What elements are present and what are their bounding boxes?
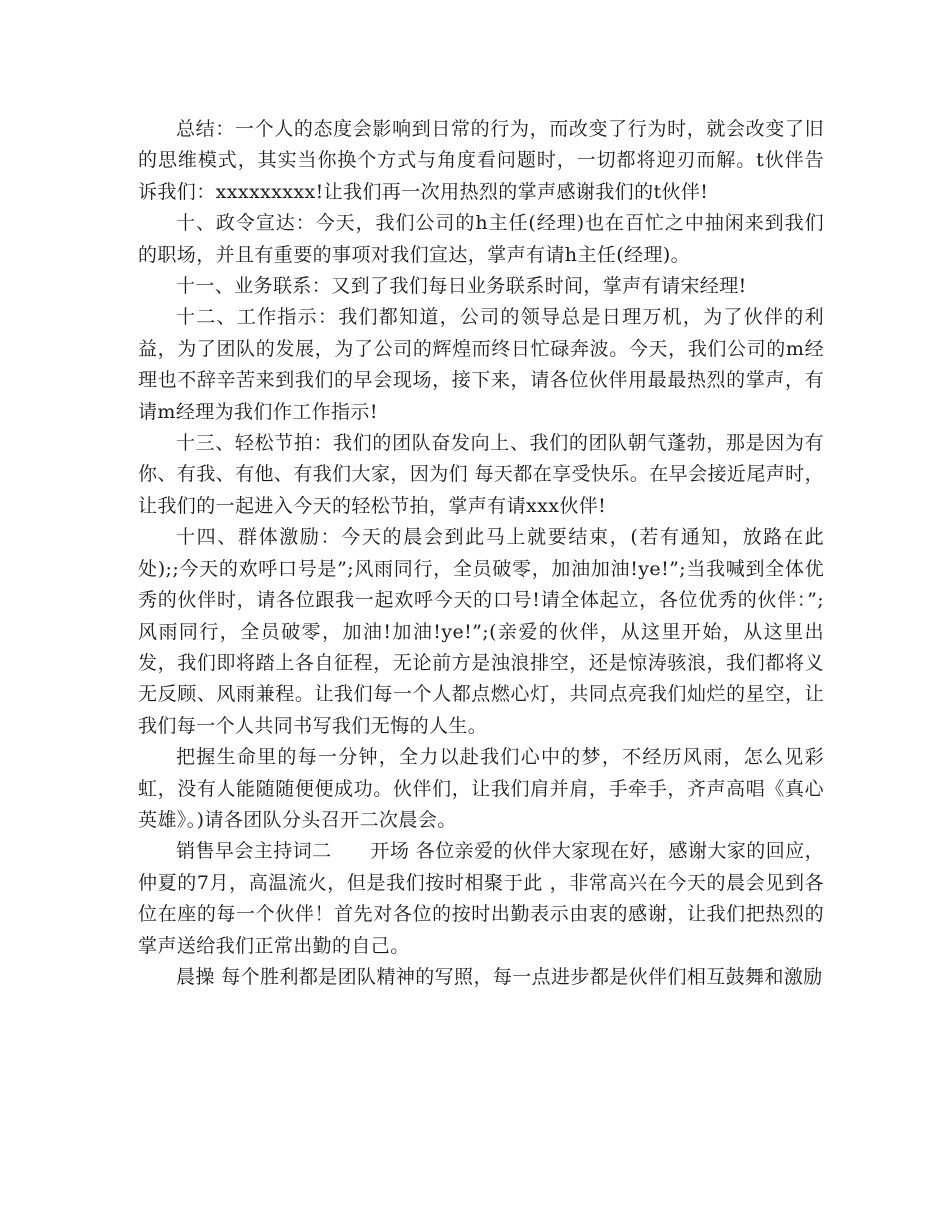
paragraph-policy-announcement: 十、政令宣达：今天，我们公司的h主任(经理)也在百忙之中抽闲来到我们的职场，并且有重要的事项对我们宣达，掌声有请h主任(经理)。 [138,212,824,266]
paragraph-host-script-two: 销售早会主持词二 开场 各位亲爱的伙伴大家现在好，感谢大家的回应，仲夏的7月，高温流火，但是我们按时相聚于此 ，非常高兴在今天的晨会见到各位在座的每一个伙伴！首先对各位的按时出勤表示由衷的感谢，让我们把热烈的掌声送给我们正常出勤的自己。 [138,840,824,957]
paragraph-summary: 总结：一个人的态度会影响到日常的行为，而改变了行为时，就会改变了旧的思维模式，其实当你换个方式与角度看问题时，一切都将迎刃而解。t伙伴告诉我们：xxxxxxxxx!让我们再一次用热烈的掌声感谢我们的t伙伴! [138,118,824,203]
paragraph-morning-exercise: 晨操 每个胜利都是团队精神的写照，每一点进步都是伙伴们相互鼓舞和激励 [176,965,823,988]
paragraph-seize-life: 把握生命里的每一分钟，全力以赴我们心中的梦，不经历风雨，怎么见彩虹，没有人能随随便便成功。伙伴们，让我们肩并肩，手牵手，齐声高唱《真心英雄》。)请各团队分头召开二次晨会。 [138,746,824,831]
paragraph-group-motivation: 十四、群体激励：今天的晨会到此马上就要结束，(若有通知，放路在此处);;今天的欢呼口号是”;风雨同行，全员破零，加油加油!ye!”;当我喊到全体优秀的伙伴时，请各位跟我一起欢呼今天的口号!请全体起立，各位优秀的伙伴：”;风雨同行，全员破零，加油!加油!ye!”;(亲爱的伙伴，从这里开始，从这里出发，我们即将踏上各自征程，无论前方是浊浪排空，还是惊涛骇浪，我们都将义无反顾、风雨兼程。让我们每一个人都点燃心灯，共同点亮我们灿烂的星空，让我们每一个人共同书写我们无悔的人生。 [138,526,824,737]
document-body [138,114,824,993]
paragraph-work-instruction: 十二、工作指示：我们都知道，公司的领导总是日理万机，为了伙伴的利益，为了团队的发展，为了公司的辉煌而终日忙碌奔波。今天，我们公司的m经理也不辞辛苦来到我们的早会现场，接下来，请各位伙伴用最最热烈的掌声，有请m经理为我们作工作指示! [138,306,824,423]
paragraph-business-contact: 十一、业务联系：又到了我们每日业务联系时间，掌声有请宋经理! [176,275,747,298]
paragraph-relaxing-beat: 十三、轻松节拍：我们的团队奋发向上、我们的团队朝气蓬勃，那是因为有你、有我、有他、有我们大家，因为们 每天都在享受快乐。在早会接近尾声时，让我们的一起进入今天的轻松节拍，掌声有请xxx伙伴! [138,432,824,517]
